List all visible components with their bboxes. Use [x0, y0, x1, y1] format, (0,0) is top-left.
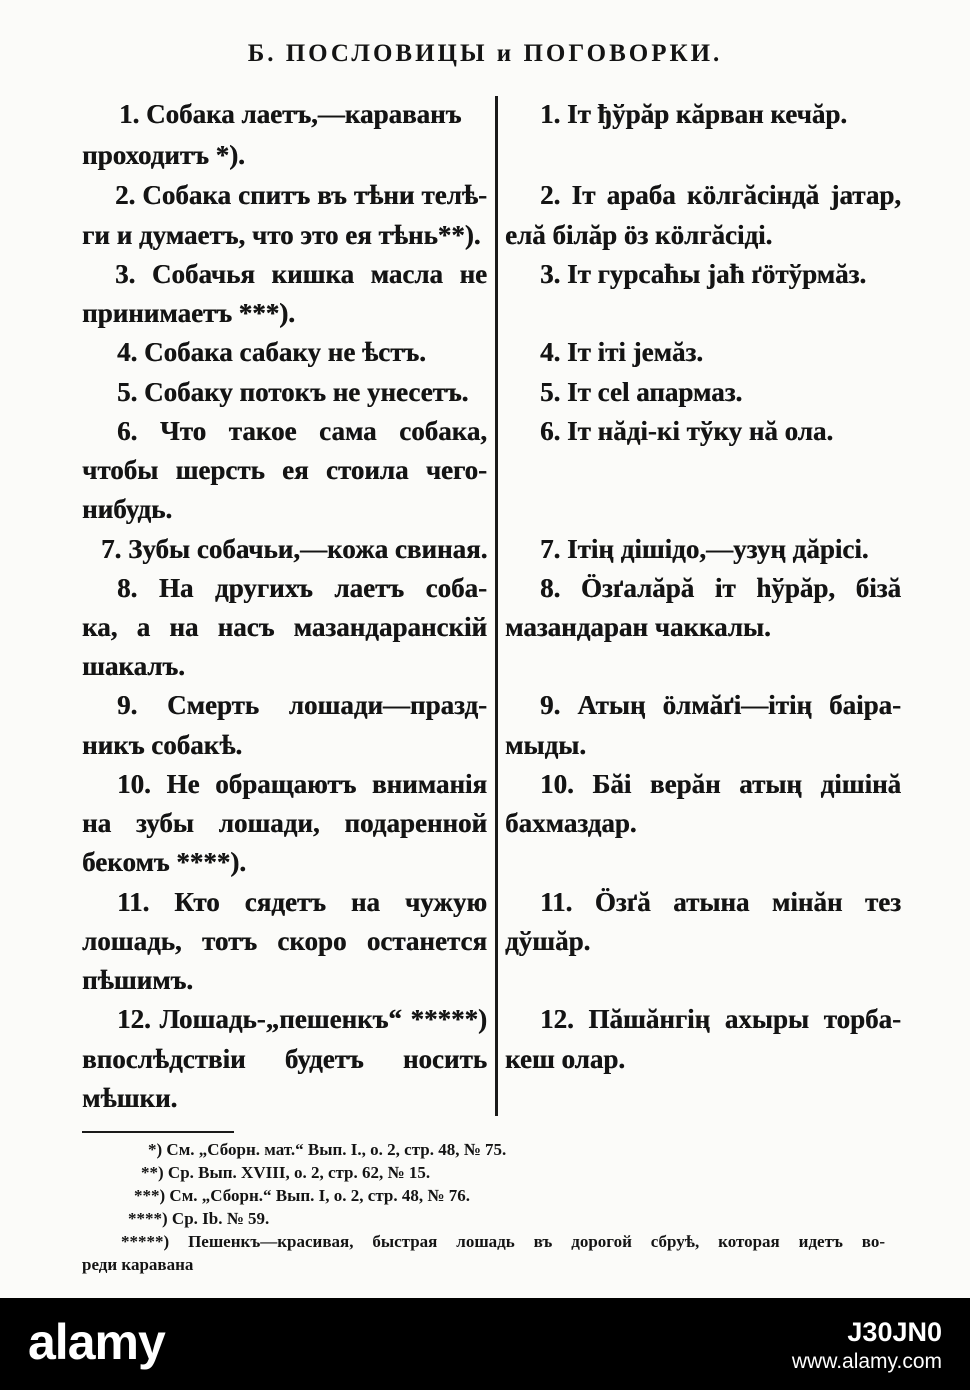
russian-proverb-line: ги и думаетъ, что это ея тѣнь**). [82, 220, 481, 250]
russian-proverb-line: 3. Собачья кишка масла не [115, 259, 487, 289]
russian-proverb-line: 12. Лошадь-„пешенкъ“ *****) [117, 1004, 487, 1034]
russian-proverb-line: ка, а на насъ мазандаранскій [82, 612, 487, 642]
section-title: Б. ПОСЛОВИЦЫ и ПОГОВОРКИ. [247, 40, 723, 67]
russian-proverb-line: 1. Собака лаетъ,—караванъ [119, 99, 462, 129]
brand-logo: alamy [28, 1314, 165, 1370]
russian-proverb-line: на зубы лошади, подаренной [82, 808, 487, 838]
turkmen-proverb-line: 5. Іт сеl апармаз. [540, 377, 743, 407]
turkmen-proverb-line: мазандаран чаккалы. [505, 612, 771, 642]
turkmen-proverb-line: 9. Атың öлмăґі—ітің баіра- [540, 690, 901, 720]
footnote: *****) Пешенкъ—красивая, быстрая лошадь въ дорогой сбруѣ, которая идетъ во- [121, 1232, 885, 1251]
turkmen-proverb-line: 11. Öзґă атына мінăн тез [540, 887, 901, 917]
footnote: ****) Ср. Ib. № 59. [128, 1209, 270, 1228]
column-divider [495, 96, 498, 1116]
russian-proverb-line: впослѣдствіи будетъ носить [82, 1044, 487, 1074]
site-url-label: www.alamy.com [791, 1350, 942, 1373]
turkmen-proverb-line: бахмаздар. [505, 808, 637, 838]
russian-proverb-line: 9. Смерть лошади—празд- [117, 690, 487, 720]
russian-proverb-line: нибудь. [82, 494, 173, 524]
turkmen-proverb-line: мыды. [505, 730, 586, 760]
turkmen-proverb-line: 8. Öзґалăрă іт һўрăр, бізă [540, 573, 901, 603]
turkmen-proverb-line: 6. Іт нăді-кі тўку нă ола. [540, 416, 834, 446]
turkmen-proverb-line: 4. Іт іті jемăз. [540, 337, 704, 367]
turkmen-proverb-line: 3. Іт гурсаћы jаћ ґöтўрмăз. [540, 259, 867, 289]
russian-proverb-line: 5. Собаку потокъ не унесетъ. [117, 377, 469, 407]
turkmen-proverb-line: 1. Іт ђўрăр кăрван кечăр. [540, 99, 847, 129]
footnote: **) Ср. Вып. XVIII, о. 2, стр. 62, № 15. [141, 1163, 431, 1182]
footnote: *) См. „Сборн. мат.“ Вып. I., о. 2, стр. 48, № 75. [148, 1140, 507, 1159]
russian-proverb-line: 10. Не обращаютъ вниманія [117, 769, 487, 799]
turkmen-proverb-line: 7. Ітің дішідо,—узуң дăрісі. [540, 534, 869, 564]
image-id-label: J30JN0 [847, 1317, 942, 1347]
russian-proverb-line: 11. Кто сядетъ на чужую [117, 887, 487, 917]
turkmen-proverb-line: 10. Бăі верăн атың дішінă [540, 769, 901, 799]
turkmen-proverb-line: дўшăр. [505, 926, 591, 956]
russian-proverb-line: принимаетъ ***). [82, 298, 295, 328]
turkmen-proverb-line: кеш олар. [505, 1044, 625, 1074]
russian-proverb-line: 6. Что такое сама собака, [117, 416, 487, 446]
footnote: ***) См. „Сборн.“ Вып. I, о. 2, стр. 48, № 76. [134, 1186, 470, 1205]
russian-proverb-line: 2. Собака спитъ въ тѣни телѣ- [115, 180, 487, 210]
turkmen-proverb-line: елă білăр öз кöлгăсіді. [505, 220, 773, 250]
russian-proverb-line: лошадь, тотъ скоро останется [82, 926, 487, 956]
turkmen-proverb-line: 12. Пăшăнгің ахыры торба- [540, 1004, 901, 1034]
russian-proverb-line: бекомъ ****). [82, 847, 246, 877]
footnote-rule [82, 1131, 234, 1133]
russian-proverb-line: 4. Собака сабаку не ѣстъ. [117, 337, 426, 367]
russian-proverb-line: никъ собакѣ. [82, 730, 243, 760]
russian-proverb-line: 8. На другихъ лаетъ соба- [117, 573, 487, 603]
footnote-continuation: реди каравана [82, 1255, 194, 1274]
russian-proverb-line: шакалъ. [82, 651, 185, 681]
russian-proverb-line: проходитъ *). [82, 140, 245, 170]
turkmen-proverb-line: 2. Іт араба кöлгăсіндă jатар, [540, 180, 901, 210]
russian-proverb-line: пѣшимъ. [82, 965, 193, 995]
russian-proverb-line: мѣшки. [82, 1083, 178, 1113]
russian-proverb-line: чтобы шерсть ея стоила чего- [82, 455, 487, 485]
russian-proverb-line: 7. Зубы собачьи,—кожа свиная. [101, 534, 488, 564]
